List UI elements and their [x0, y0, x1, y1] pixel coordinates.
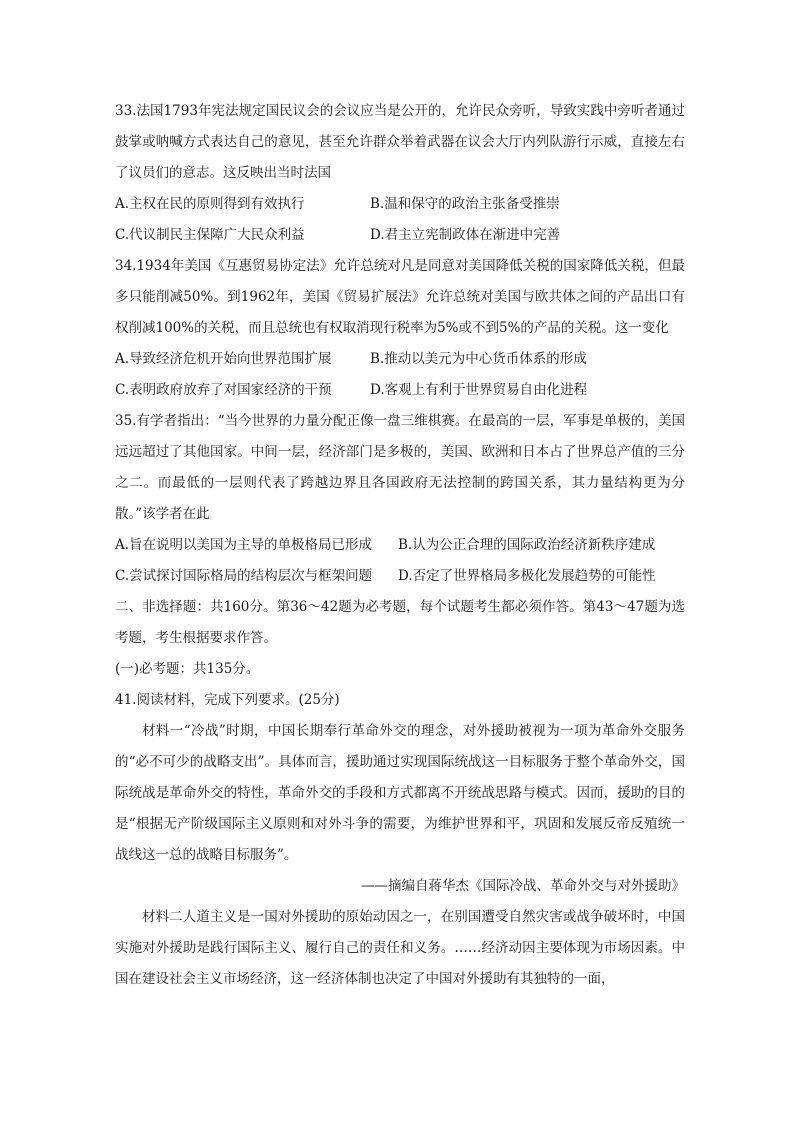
- question-33-options-row-1: [115, 189, 685, 220]
- exam-content: [115, 96, 685, 995]
- question-34-option-a: A.导致经济危机开始向世界范围扩展: [115, 351, 332, 367]
- question-34-option-c: C.表明政府放弃了对国家经济的干预: [115, 382, 332, 398]
- question-41-stem: 41.阅读材料，完成下列要求。(25分): [115, 692, 340, 708]
- question-35-option-c: C.尝试探讨国际格局的结构层次与框架问题: [115, 568, 373, 584]
- question-33-option-c: C.代议制民主保障广大民众利益: [115, 227, 305, 243]
- question-34-option-b: B.推动以美元为中心货币体系的形成: [370, 351, 587, 367]
- question-33-option-d: D.君主立宪制政体在渐进中完善: [370, 227, 561, 243]
- question-41-material-1: 材料一“冷战”时期，中国长期奉行革命外交的理念，对外援助被视为一项为革命外交服务的“必不可少的战略支出”。具体而言，援助通过实现国际统战这一目标服务于整个革命外交，国际统战是革命外交的特性，革命外交的手段和方式都离不开统战思路与模式。因而，援助的目的是“根据无产阶级国际主义原则和对外斗争的需要，为维护世界和平，巩固和发展反帝反殖统一战线这一总的战略目标服务”。: [115, 723, 685, 863]
- question-33-option-b: B.温和保守的政治主张备受推崇: [370, 196, 560, 212]
- question-41-source-1: ——摘编自蒋华杰《国际冷战、革命外交与对外援助》: [361, 878, 685, 894]
- question-35-stem: 35.有学者指出：“当今世界的力量分配正像一盘三维棋赛。在最高的一层，军事是单极的，美国远远超过了其他国家。中间一层，经济部门是多极的，美国、欧洲和日本占了世界总产值的三分之二。而最低的一层则代表了跨越边界且各国政府无法控制的跨国关系，其力量结构更为分散。”该学者在此: [115, 413, 685, 522]
- question-34-option-d: D.客观上有利于世界贸易自由化进程: [370, 382, 588, 398]
- question-35-option-a: A.旨在说明以美国为主导的单极格局已形成: [115, 537, 373, 553]
- question-35-option-d: D.否定了世界格局多极化发展趋势的可能性: [398, 568, 656, 584]
- question-34-options-row-1: [115, 344, 685, 375]
- question-33-options-row-2: [115, 220, 685, 251]
- question-33-stem: 33.法国1793年宪法规定国民议会的会议应当是公开的，允许民众旁听，导致实践中旁听者通过鼓掌或呐喊方式表达自己的意见，甚至允许群众举着武器在议会大厅内列队游行示威，直接左右了议员们的意志。这反映出当时法国: [115, 103, 685, 181]
- required-questions-note: (一)必考题：共135分。: [115, 661, 260, 677]
- question-35-option-b: B.认为公正合理的国际政治经济新秩序建成: [398, 537, 656, 553]
- question-34-stem: 34.1934年美国《互惠贸易协定法》允许总统对凡是同意对美国降低关税的国家降低关税，但最多只能削减50%。到1962年，美国《贸易扩展法》允许总统对美国与欧共体之间的产品出口有权削减100%的关税，而且总统也有权取消现行税率为5%或不到5%的产品的关税。这一变化: [115, 258, 685, 336]
- section-2-header: 二、非选择题：共160分。第36～42题为必考题，每个试题考生都必须作答。第43～47题为选考题，考生根据要求作答。: [115, 599, 685, 646]
- question-33-option-a: A.主权在民的原则得到有效执行: [115, 196, 305, 212]
- question-35-options-row-2: [115, 561, 685, 592]
- question-41-material-2: 材料二人道主义是一国对外援助的原始动因之一，在别国遭受自然灾害或战争破坏时，中国实施对外援助是践行国际主义、履行自己的责任和义务。……经济动因主要体现为市场因素。中国在建设社会主义市场经济，这一经济体制也决定了中国对外援助有其独特的一面，: [115, 909, 685, 987]
- question-35-options-row-1: [115, 530, 685, 561]
- question-34-options-row-2: [115, 375, 685, 406]
